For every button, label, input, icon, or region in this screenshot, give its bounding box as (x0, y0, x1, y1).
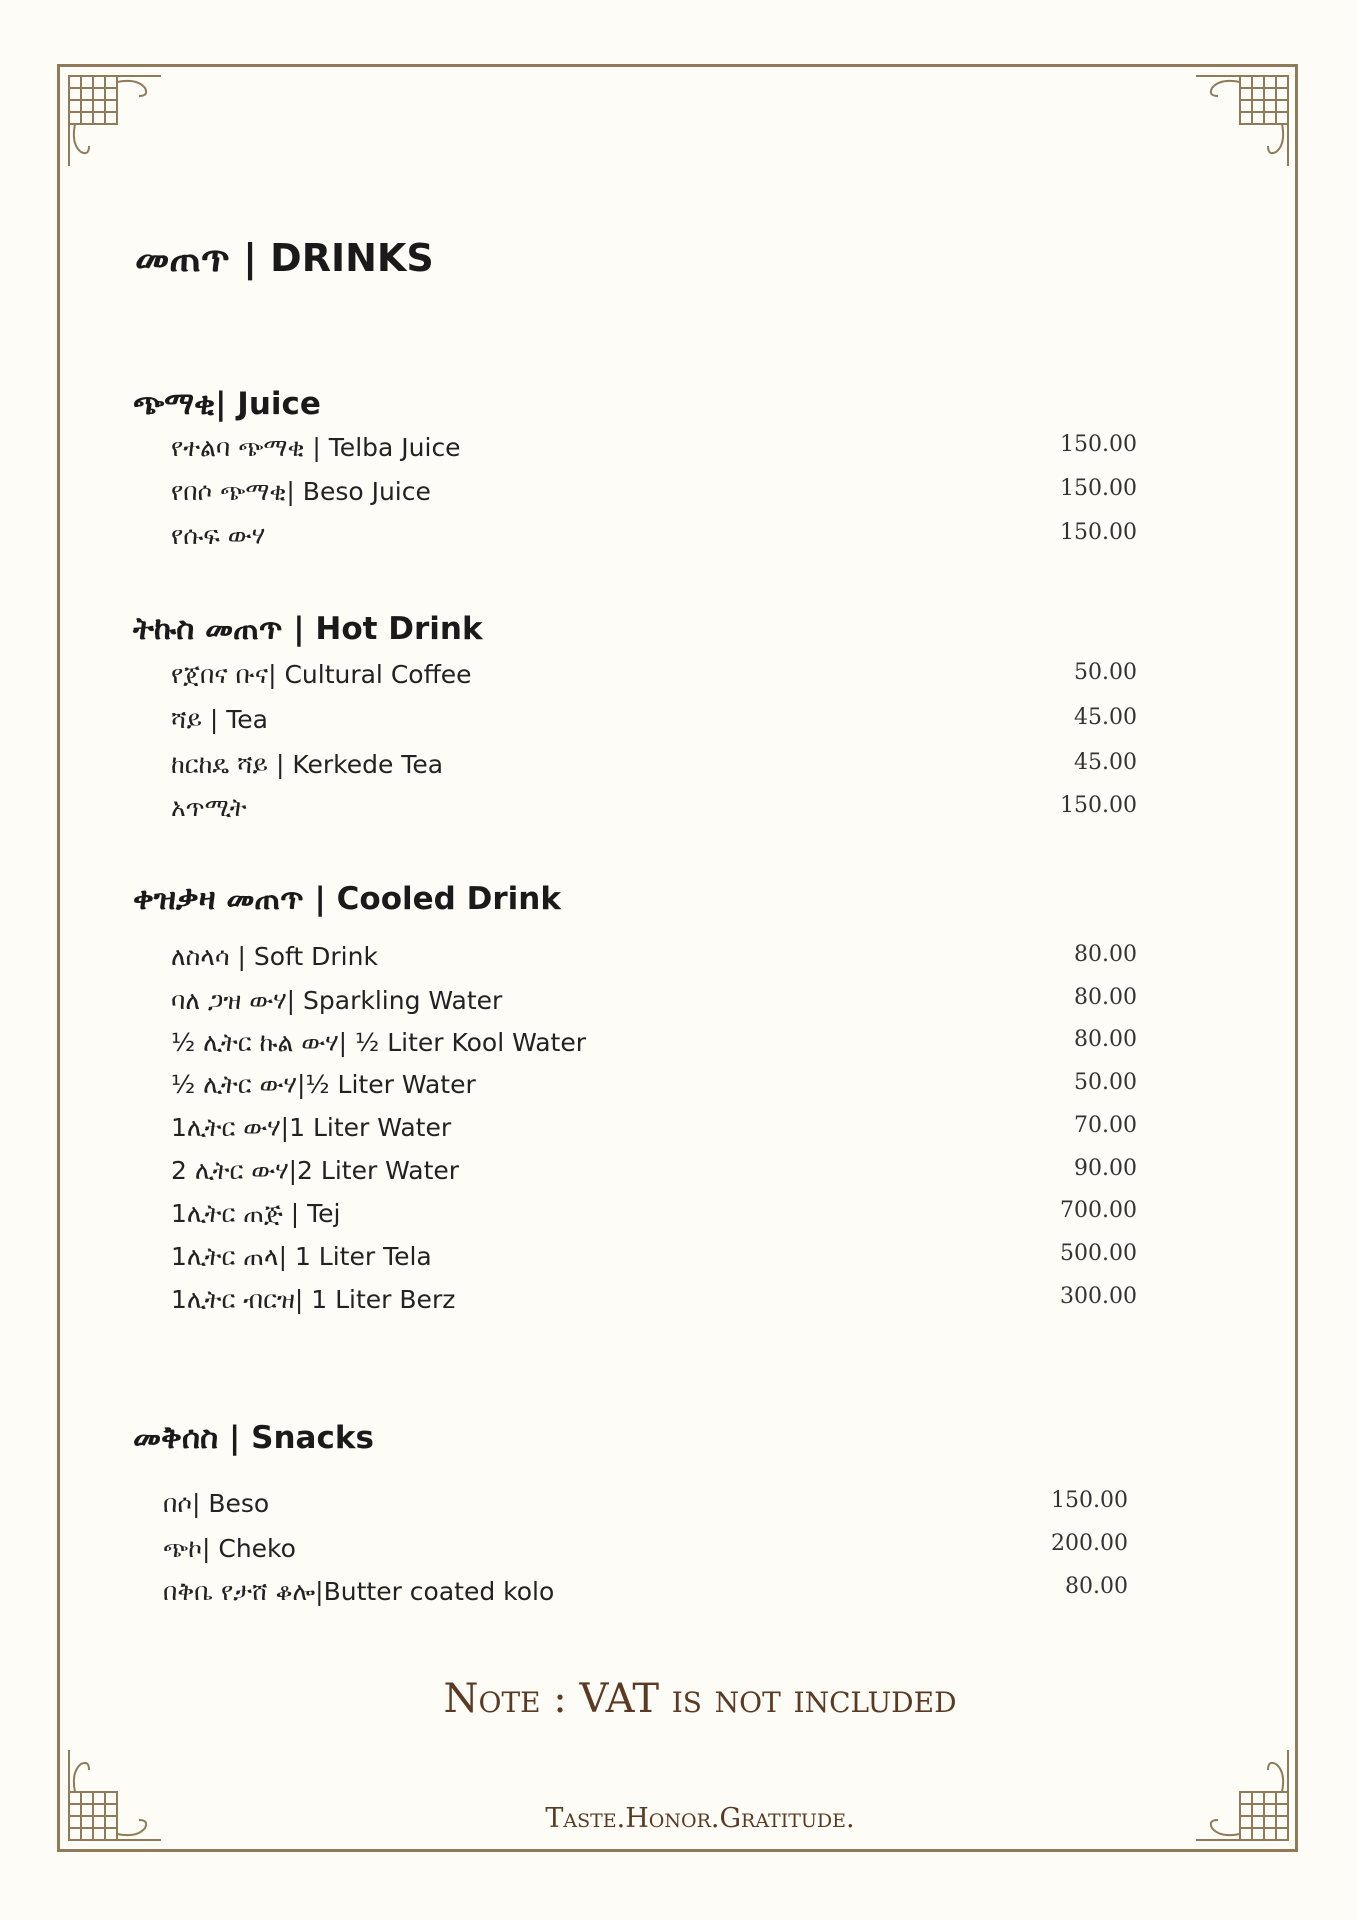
menu-item-name: ሻይ | Tea (171, 705, 268, 734)
section-title-cooled-drink: ቀዝቃዛ መጠጥ | Cooled Drink (133, 881, 561, 917)
page-title: መጠጥ | DRINKS (135, 236, 434, 280)
menu-item-price: 300.00 (1060, 1284, 1137, 1309)
menu-item-name: 1ሊትር ጠላ| 1 Liter Tela (171, 1242, 432, 1271)
menu-item-price: 150.00 (1060, 476, 1137, 501)
menu-item-price: 70.00 (1074, 1113, 1137, 1138)
menu-item-price: 50.00 (1074, 1070, 1137, 1095)
menu-item-name: ½ ሊትር ኩል ውሃ| ½ Liter Kool Water (171, 1028, 587, 1057)
menu-item-price: 500.00 (1060, 1241, 1137, 1266)
menu-item-price: 150.00 (1060, 432, 1137, 457)
menu-item-price: 90.00 (1074, 1156, 1137, 1181)
menu-item-name: የበሶ ጭማቂ| Beso Juice (171, 477, 431, 506)
menu-item-name: በሶ| Beso (163, 1489, 270, 1518)
tagline: Taste.Honor.Gratitude. (545, 1803, 855, 1834)
menu-item-name: የተልባ ጭማቂ | Telba Juice (171, 433, 461, 462)
menu-item-name: ጭኮ| Cheko (163, 1534, 296, 1563)
menu-item-name: 2 ሊትር ውሃ|2 Liter Water (171, 1156, 460, 1185)
corner-ornament-icon (1190, 74, 1290, 174)
menu-item-name: አጥሚት (171, 793, 247, 822)
corner-ornament-icon (67, 74, 167, 174)
section-title-snacks: መቅሰስ | Snacks (133, 1420, 374, 1456)
menu-item-price: 150.00 (1060, 520, 1137, 545)
vat-note: Note : VAT is not included (443, 1676, 957, 1722)
menu-item-name: ከርከዴ ሻይ | Kerkede Tea (171, 750, 444, 779)
menu-item-price: 150.00 (1060, 793, 1137, 818)
menu-item-price: 80.00 (1074, 1027, 1137, 1052)
menu-item-price: 80.00 (1074, 942, 1137, 967)
menu-item-name: 1ሊትር ብርዝ| 1 Liter Berz (171, 1285, 456, 1314)
menu-item-name: ለስላሳ | Soft Drink (171, 942, 378, 971)
menu-item-name: 1ሊትር ውሃ|1 Liter Water (171, 1113, 452, 1142)
section-title-juice: ጭማቂ| Juice (133, 386, 321, 422)
menu-item-price: 45.00 (1074, 750, 1137, 775)
menu-item-price: 80.00 (1074, 985, 1137, 1010)
menu-item-price: 200.00 (1051, 1531, 1128, 1556)
menu-item-name: 1ሊትር ጠጅ | Tej (171, 1199, 341, 1228)
menu-item-name: የጀበና ቡና| Cultural Coffee (171, 660, 472, 689)
menu-item-name: የሱፍ ውሃ (171, 521, 266, 550)
section-title-hot-drink: ትኩስ መጠጥ | Hot Drink (133, 611, 483, 647)
menu-item-name: ባለ ጋዝ ውሃ| Sparkling Water (171, 986, 503, 1015)
menu-item-price: 50.00 (1074, 660, 1137, 685)
menu-item-name: በቅቤ የታሸ ቆሎ|Butter coated kolo (163, 1577, 555, 1606)
menu-item-price: 45.00 (1074, 705, 1137, 730)
menu-item-price: 80.00 (1065, 1574, 1128, 1599)
menu-item-name: ½ ሊትር ውሃ|½ Liter Water (171, 1070, 476, 1099)
menu-item-price: 700.00 (1060, 1198, 1137, 1223)
menu-item-price: 150.00 (1051, 1488, 1128, 1513)
